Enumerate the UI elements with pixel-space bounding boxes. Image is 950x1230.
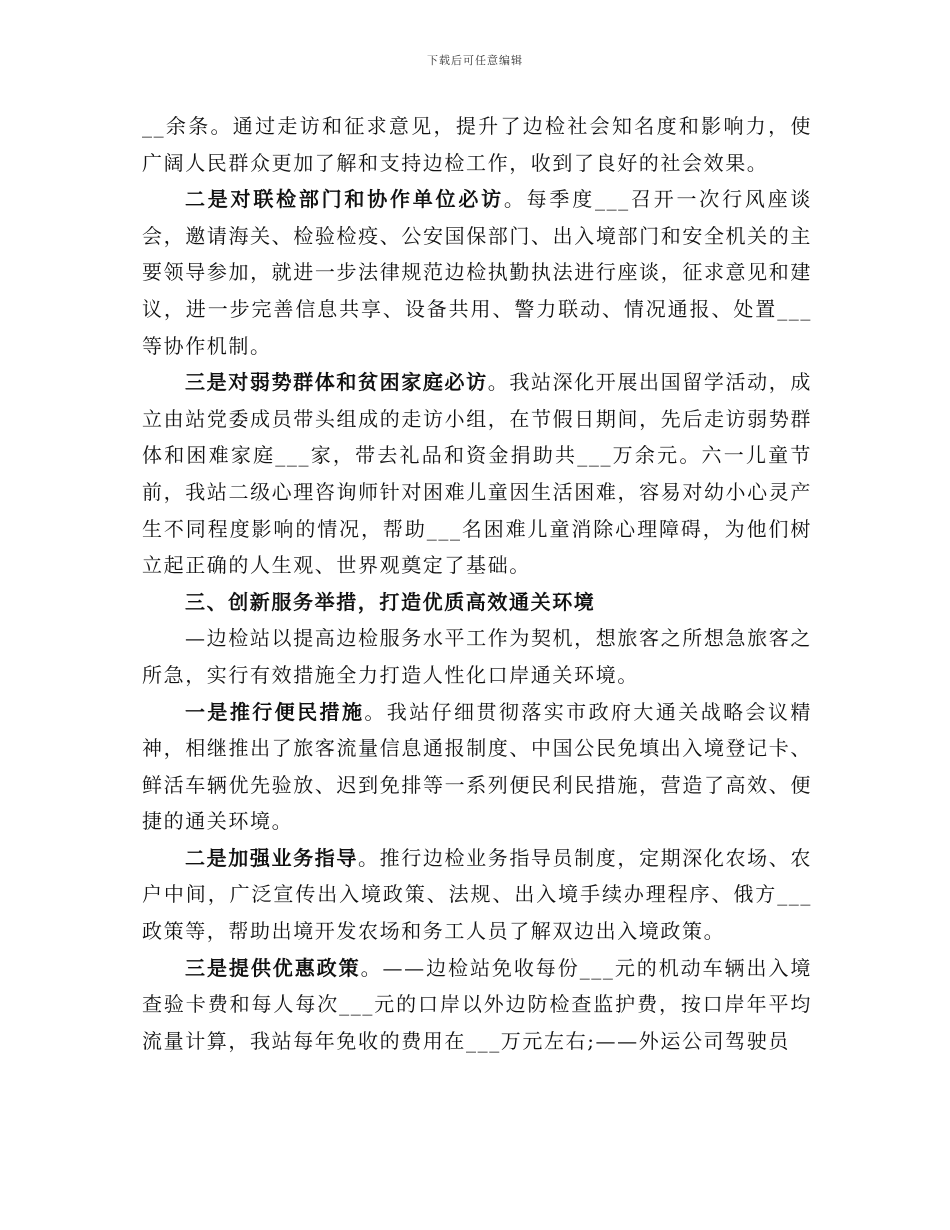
- paragraph-5-body: —边检站以提高边检服务水平工作为契机，想旅客之所想急旅客之所急，实行有效措施全力打造人性化口岸通关环境。: [142, 626, 812, 687]
- paragraph-3-body: 。我站深化开展出国留学活动，成立由站党委成员带头组成的走访小组，在节假日期间，先后走访弱势群体和困难家庭___家，带去礼品和资金捐助共___万余元。六一儿童节前，我站二级心理咨询师针对困难儿童因生活困难，容易对幼小心灵产生不同程度影响的情况，帮助___名困难儿童消除心理障碍，为他们树立起正确的人生观、世界观奠定了基础。: [142, 370, 812, 578]
- paragraph-2: [142, 181, 812, 364]
- paragraph-5: [142, 620, 812, 693]
- paragraph-1-body: __余条。通过走访和征求意见，提升了边检社会知名度和影响力，使广阔人民群众更加了解和支持边检工作，收到了良好的社会效果。: [142, 114, 812, 175]
- paragraph-7-body: 。推行边检业务指导员制度，定期深化农场、农户中间，广泛宣传出入境政策、法规、出入境手续办理程序、俄方___政策等，帮助出境开发农场和务工人员了解双边出入境政策。: [142, 845, 812, 944]
- paragraph-7-lead: 二是加强业务指导: [185, 845, 358, 870]
- paragraph-2-lead: 二是对联检部门和协作单位必访: [185, 187, 504, 212]
- paragraph-6-lead: 一是推行便民措施: [185, 699, 365, 724]
- section-heading: [142, 584, 812, 621]
- page-header: 下载后可任意编辑: [427, 54, 523, 67]
- paragraph-1: [142, 108, 812, 181]
- paragraph-6: [142, 694, 812, 840]
- paragraph-8-body: 。——边检站免收每份___元的机动车辆出入境查验卡费和每人每次___元的口岸以外边防检查监护费，按口岸年平均流量计算，我站每年免收的费用在___万元左右;——外运公司驾驶员: [142, 955, 812, 1053]
- paragraph-3-lead: 三是对弱势群体和贫困家庭必访: [185, 370, 488, 395]
- paragraph-8-lead: 三是提供优惠政策: [185, 955, 361, 980]
- paragraph-8: [142, 950, 812, 1060]
- paragraph-7: [142, 840, 812, 950]
- paragraph-6-body: 。我站仔细贯彻落实市政府大通关战略会议精神，相继推出了旅客流量信息通报制度、中国公民免填出入境登记卡、鲜活车辆优先验放、迟到免排等一系列便民利民措施，营造了高效、便捷的通关环境。: [142, 699, 812, 834]
- paragraph-3: [142, 364, 812, 584]
- document-body: [142, 108, 812, 1059]
- section-heading-text: 三、创新服务举措，打造优质高效通关环境: [185, 589, 596, 614]
- paragraph-2-body: 。每季度___召开一次行风座谈会，邀请海关、检验检疫、公安国保部门、出入境部门和安全机关的主要领导参加，就进一步法律规范边检执勤执法进行座谈，征求意见和建议，进一步完善信息共享、设备共用、警力联动、情况通报、处置___等协作机制。: [142, 187, 812, 358]
